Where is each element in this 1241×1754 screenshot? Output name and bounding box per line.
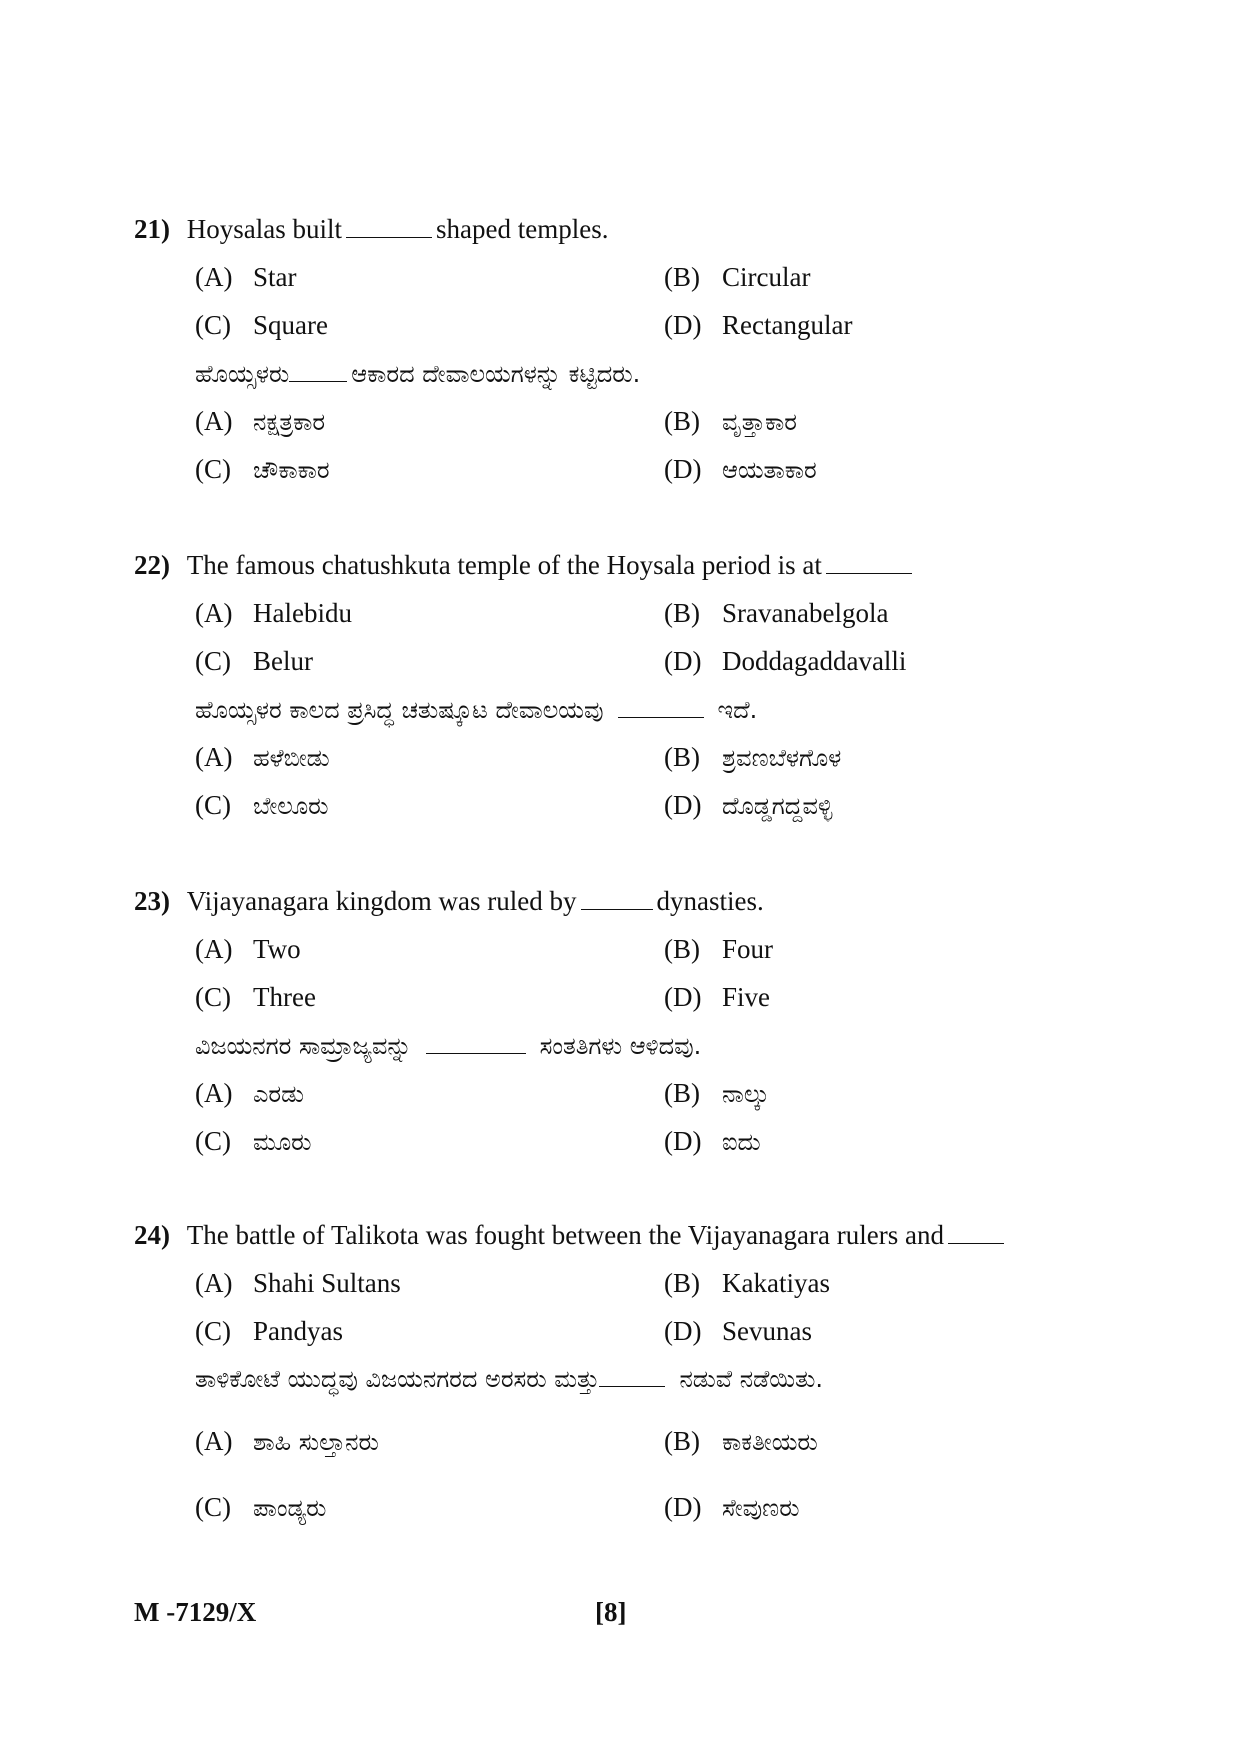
- question-text: Hoysalas built: [186, 214, 342, 244]
- option-c: (C) Three: [195, 982, 316, 1012]
- question-23-kn: ವಿಜಯನಗರ ಸಾಮ್ರಾಜ್ಯವನ್ನು ಸಂತತಿಗಳು ಆಳಿದವು.: [195, 1032, 702, 1060]
- question-23-en: [134, 884, 764, 918]
- option-d: (D) Sevunas: [664, 1316, 812, 1346]
- answer-blank: [948, 1242, 1004, 1244]
- option-c: (C) Square: [195, 310, 328, 340]
- option-c: (C) Pandyas: [195, 1316, 343, 1346]
- option-c: (C) ಬೇಲೂರು: [195, 790, 329, 820]
- answer-blank: [599, 1385, 665, 1387]
- option-a: (A) Two: [195, 934, 301, 964]
- option-b: (B) ನಾಲ್ಕು: [664, 1078, 770, 1108]
- question-21-kn: ಹೊಯ್ಸಳರು ಆಕಾರದ ದೇವಾಲಯಗಳನ್ನು ಕಟ್ಟಿದರು.: [195, 360, 641, 388]
- question-22-en: [134, 548, 916, 582]
- question-number: 24): [134, 1220, 170, 1250]
- paper-code: M -7129/X: [134, 1597, 257, 1627]
- option-b: (B) ಶ್ರವಣಬೆಳಗೊಳ: [664, 742, 842, 772]
- option-b: (B) Four: [664, 934, 774, 964]
- option-a: (A) Shahi Sultans: [195, 1268, 401, 1298]
- option-a: (A) ಶಾಹಿ ಸುಲ್ತಾನರು: [195, 1426, 379, 1456]
- question-22-kn: ಹೊಯ್ಸಳರ ಕಾಲದ ಪ್ರಸಿದ್ಧ ಚತುಷ್ಕೂಟ ದೇವಾಲಯವು ಇದೆ.: [195, 696, 758, 724]
- question-text: The battle of Talikota was fought between the Vijayanagara rulers and: [186, 1220, 944, 1250]
- question-text: Vijayanagara kingdom was ruled by: [186, 886, 577, 916]
- option-b: (B) ವೃತ್ತಾಕಾರ: [664, 406, 797, 436]
- option-a: (A) ಹಳೆಬೀಡು: [195, 742, 330, 772]
- option-d: (D) ಸೇವುಣರು: [664, 1492, 800, 1522]
- answer-blank: [289, 380, 347, 382]
- option-c: (C) Belur: [195, 646, 313, 676]
- option-c: (C) ಮೂರು: [195, 1126, 312, 1156]
- page-number: [8]: [595, 1597, 627, 1627]
- option-a: (A) Star: [195, 262, 297, 292]
- answer-blank: [618, 716, 704, 718]
- answer-blank: [346, 236, 432, 238]
- question-text: dynasties.: [656, 886, 764, 916]
- question-number: 23): [134, 886, 170, 916]
- answer-blank: [581, 908, 653, 910]
- question-21-en: [134, 212, 608, 246]
- question-text: The famous chatushkuta temple of the Hoysala period is at: [186, 550, 822, 580]
- option-d: (D) Rectangular: [664, 310, 853, 340]
- answer-blank: [826, 572, 912, 574]
- option-b: (B) Sravanabelgola: [664, 598, 889, 628]
- question-number: 22): [134, 550, 170, 580]
- option-d: (D) Doddagaddavalli: [664, 646, 907, 676]
- option-a: (A) ಎರಡು: [195, 1078, 305, 1108]
- option-c: (C) ಚೌಕಾಕಾರ: [195, 454, 330, 484]
- question-number: 21): [134, 214, 170, 244]
- question-24-en: [134, 1218, 1008, 1252]
- answer-blank: [426, 1052, 526, 1054]
- option-d: (D) ಆಯತಾಕಾರ: [664, 454, 817, 484]
- question-text: shaped temples.: [436, 214, 609, 244]
- option-a: (A) ನಕ್ಷತ್ರಕಾರ: [195, 406, 326, 436]
- option-a: (A) Halebidu: [195, 598, 352, 628]
- option-b: (B) Circular: [664, 262, 811, 292]
- option-c: (C) ಪಾಂಡ್ಯರು: [195, 1492, 327, 1522]
- option-b: (B) Kakatiyas: [664, 1268, 830, 1298]
- option-d: (D) ದೊಡ್ಡಗದ್ದವಳ್ಳಿ: [664, 790, 833, 820]
- option-d: (D) Five: [664, 982, 771, 1012]
- option-b: (B) ಕಾಕತೀಯರು: [664, 1426, 818, 1456]
- option-d: (D) ಐದು: [664, 1126, 761, 1156]
- question-24-kn: ತಾಳಿಕೋಟೆ ಯುದ್ಧವು ವಿಜಯನಗರದ ಅರಸರು ಮತ್ತು ನಡುವೆ ನಡೆಯಿತು.: [195, 1365, 824, 1393]
